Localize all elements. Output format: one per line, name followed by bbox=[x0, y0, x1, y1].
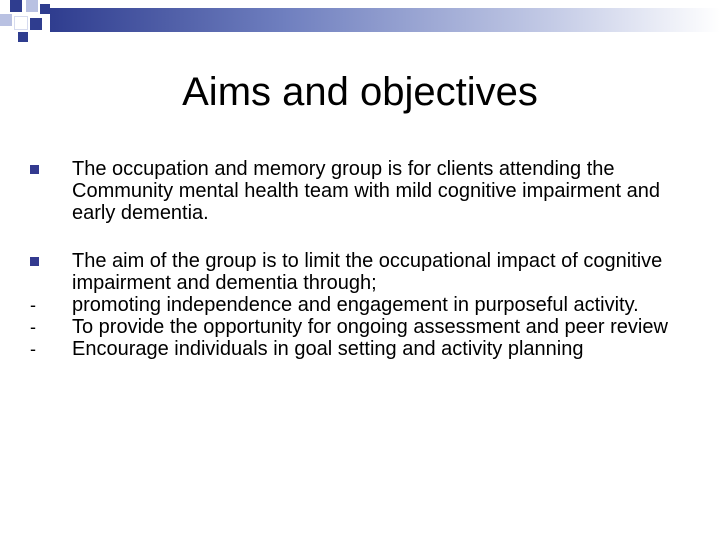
header-decoration bbox=[0, 0, 720, 50]
decor-square bbox=[10, 0, 22, 12]
decor-square bbox=[0, 14, 12, 26]
list-item-text: The aim of the group is to limit the occupational impact of cognitive impairment and dementia through; bbox=[72, 250, 663, 294]
dash-bullet: - bbox=[30, 295, 36, 315]
list-item-text: promoting independence and engagement in purposeful activity. bbox=[72, 294, 639, 316]
list-item bbox=[28, 338, 678, 360]
decor-square bbox=[30, 18, 42, 30]
list-item bbox=[28, 316, 678, 338]
decor-square bbox=[40, 4, 50, 14]
dash-bullet: - bbox=[30, 339, 36, 359]
decor-square bbox=[18, 32, 28, 42]
dash-bullet: - bbox=[30, 317, 36, 337]
decor-square bbox=[14, 16, 28, 30]
header-gradient-band bbox=[50, 8, 720, 32]
list-item bbox=[28, 250, 678, 294]
list-item-text: To provide the opportunity for ongoing assessment and peer review bbox=[72, 316, 668, 338]
list-item bbox=[28, 158, 678, 224]
decor-square bbox=[26, 0, 38, 12]
list-item-text: Encourage individuals in goal setting and activity planning bbox=[72, 338, 584, 360]
list-item-text: The occupation and memory group is for clients attending the Community mental health team with mild cognitive impairment and early dementia. bbox=[72, 158, 661, 224]
slide-title: Aims and objectives bbox=[182, 70, 538, 114]
bullet-list bbox=[28, 158, 678, 360]
list-item bbox=[28, 294, 678, 316]
